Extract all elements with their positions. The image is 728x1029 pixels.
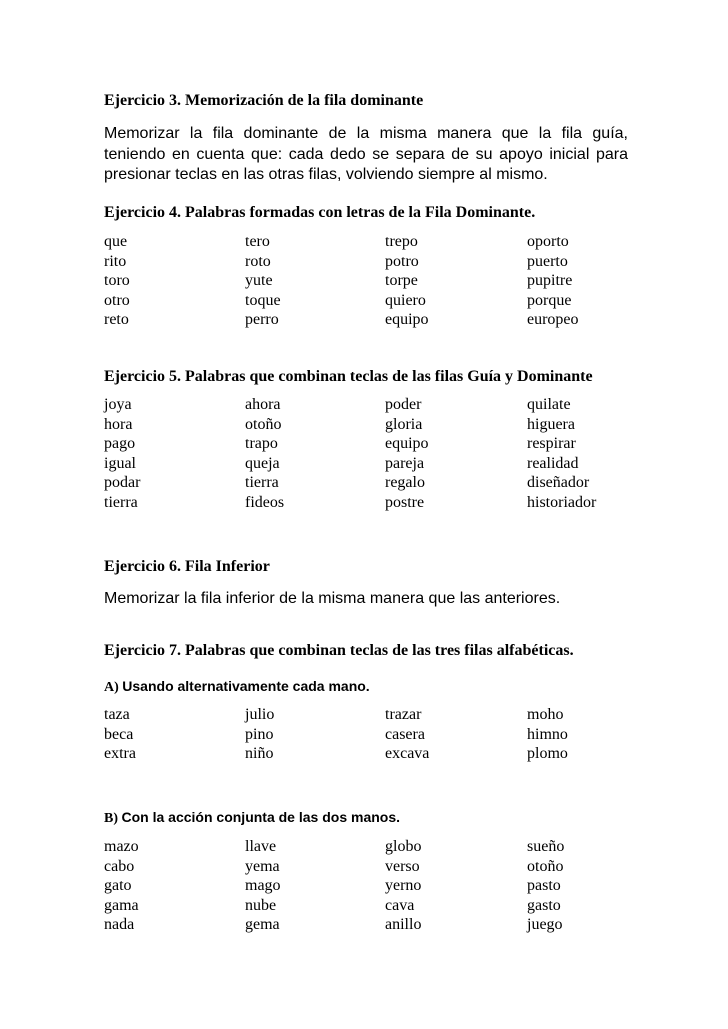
word-cell: hora [104,415,133,433]
word-cell: cabo [104,857,135,875]
word-cell: queja [245,454,280,472]
word-cell: llave [245,838,277,855]
ex4-heading: Ejercicio 4. Palabras formadas con letras de la Fila Dominante. [104,204,536,221]
word-row [104,725,628,745]
word-cell: yerno [385,877,422,895]
word-cell: puerto [527,252,568,270]
ex5-heading: Ejercicio 5. Palabras que combinan teclas de las filas Guía y Dominante [104,368,593,385]
word-cell: potro [385,252,419,270]
word-cell: mazo [104,838,139,855]
word-cell: tierra [104,493,138,511]
word-cell: verso [385,857,420,875]
word-cell: historiador [527,493,597,511]
word-cell: reto [104,311,129,329]
word-cell: podar [104,474,141,492]
ex4-word-table [104,232,628,330]
word-cell: juego [527,916,563,934]
word-cell: globo [385,838,422,855]
part-b-label: B) [104,811,118,826]
word-cell: equipo [385,311,429,329]
ex3-paragraph: Memorizar la fila dominante de la misma manera que la fila guía, teniendo en cuenta que: cada dedo se separa de su apoyo inicial para presionar teclas en las otras filas, volviendo siempre al mismo. [104,125,628,183]
word-cell: roto [245,252,271,270]
ex3-heading: Ejercicio 3. Memorización de la fila dominante [104,92,424,109]
word-cell: gema [245,916,280,934]
word-cell: mago [245,877,281,895]
ex7-part-b-word-table [104,837,628,935]
word-cell: otoño [245,415,282,433]
word-cell: fideos [245,493,285,511]
word-cell: higuera [527,415,575,433]
word-row [104,454,628,474]
word-row [104,310,628,330]
word-cell: yema [245,857,280,875]
word-cell: trapo [245,435,278,453]
word-cell: gama [104,896,139,914]
word-cell: que [104,233,128,250]
word-row [104,493,628,513]
ex7-part-a-subheading [104,677,370,697]
part-a-text: Usando alternativamente cada mano. [122,678,370,694]
word-cell: plomo [527,745,568,763]
word-cell: pasto [527,877,561,895]
word-row [104,232,628,252]
word-cell: pupitre [527,272,573,290]
word-cell: otro [104,291,130,309]
word-cell: joya [104,396,132,413]
ex5-word-table [104,395,628,513]
word-cell: tierra [245,474,279,492]
word-cell: cava [385,896,415,914]
word-cell: moho [527,706,564,723]
word-cell: poder [385,396,422,413]
ex7-part-b-subheading [104,808,400,828]
word-row [104,395,628,415]
word-cell: trepo [385,233,418,250]
word-row [104,473,628,493]
word-cell: diseñador [527,474,590,492]
word-cell: nube [245,896,277,914]
word-cell: nada [104,916,135,934]
word-cell: europeo [527,311,579,329]
word-cell: otoño [527,857,564,875]
word-row [104,744,628,764]
word-cell: excava [385,745,430,763]
word-cell: realidad [527,454,579,472]
word-cell: yute [245,272,273,290]
word-row [104,896,628,916]
word-cell: respirar [527,435,576,453]
word-cell: pago [104,435,136,453]
word-cell: gasto [527,896,561,914]
word-cell: himno [527,725,568,743]
word-cell: sueño [527,838,565,855]
word-cell: anillo [385,916,422,934]
word-cell: gato [104,877,132,895]
word-cell: regalo [385,474,425,492]
word-row [104,291,628,311]
word-cell: tero [245,233,270,250]
word-cell: porque [527,291,572,309]
word-cell: taza [104,706,130,723]
ex6-heading: Ejercicio 6. Fila Inferior [104,558,270,575]
word-cell: ahora [245,396,281,413]
word-cell: quilate [527,396,571,413]
part-b-text: Con la acción conjunta de las dos manos. [121,809,401,825]
word-cell: rito [104,252,127,270]
word-cell: casera [385,725,425,743]
word-cell: toro [104,272,130,290]
word-cell: julio [245,706,275,723]
word-cell: beca [104,725,134,743]
word-cell: gloria [385,415,423,433]
word-cell: igual [104,454,136,472]
word-cell: toque [245,291,281,309]
word-row [104,434,628,454]
word-row [104,271,628,291]
word-cell: perro [245,311,279,329]
ex7-part-a-word-table [104,705,628,764]
word-cell: niño [245,745,274,763]
word-cell: extra [104,745,136,763]
word-cell: torpe [385,272,418,290]
word-row [104,857,628,877]
word-cell: postre [385,493,425,511]
word-row [104,876,628,896]
word-cell: trazar [385,706,422,723]
word-cell: pino [245,725,274,743]
word-row [104,415,628,435]
part-a-label: A) [104,680,119,695]
word-cell: quiero [385,291,426,309]
word-row [104,915,628,935]
word-row [104,705,628,725]
word-row [104,252,628,272]
word-cell: equipo [385,435,429,453]
word-row [104,837,628,857]
ex6-paragraph: Memorizar la fila inferior de la misma manera que las anteriores. [104,590,561,607]
word-cell: oporto [527,233,569,250]
ex7-heading: Ejercicio 7. Palabras que combinan teclas de las tres filas alfabéticas. [104,642,574,659]
word-cell: pareja [385,454,425,472]
